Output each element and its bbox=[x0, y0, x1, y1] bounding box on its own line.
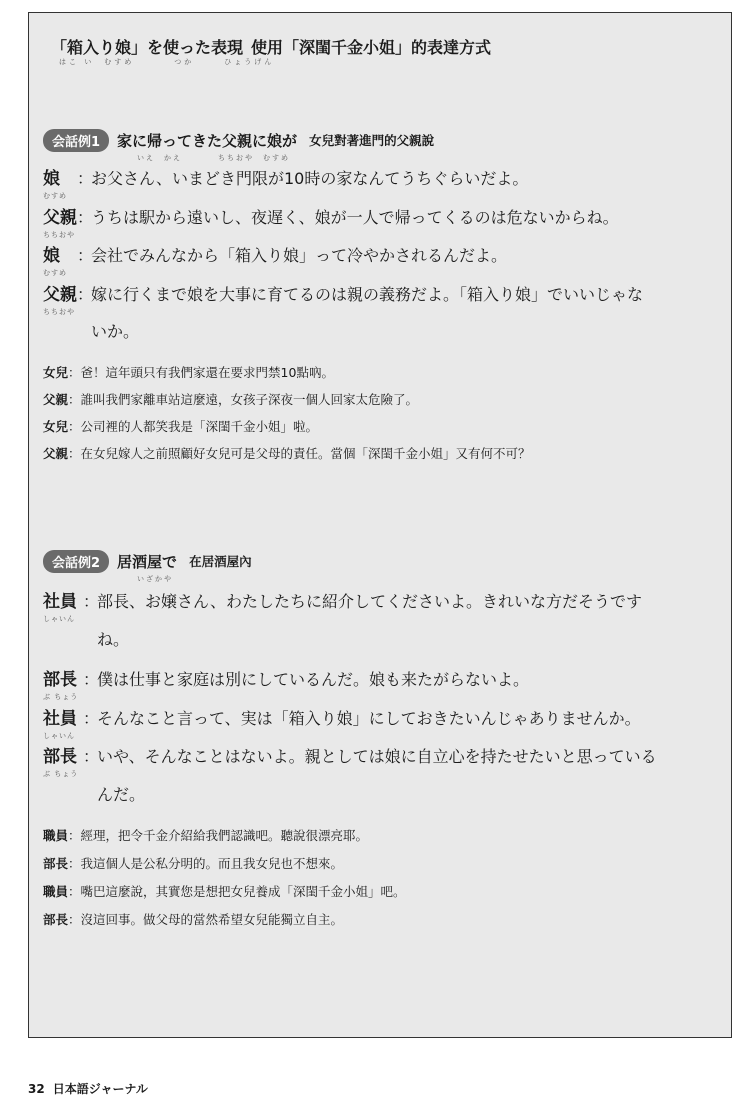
translation-text: 公司裡的人都笑我是「深閨千金小姐」啦。 bbox=[80, 419, 319, 434]
dialogue-line: 父親 ： 嫁に行くまで娘を大事に育てるのは親の義務だよ。「箱入り娘」でいいじゃな bbox=[43, 286, 723, 304]
dialogue-text: 会社でみんなから「箱入り娘」って冷やかされるんだよ。 bbox=[91, 246, 508, 265]
section1-header bbox=[43, 129, 434, 151]
translation-speaker: 部長 bbox=[43, 856, 69, 871]
speaker-ruby: ちちおや bbox=[43, 308, 75, 316]
speaker-ruby: むすめ bbox=[43, 269, 67, 277]
speaker: 娘 bbox=[43, 246, 60, 266]
section2-ruby: いざかや bbox=[137, 575, 173, 583]
section2-header bbox=[43, 550, 252, 572]
translation-line: 部長：沒這回事。做父母的當然希望女兒能獨立自主。 bbox=[43, 912, 344, 927]
dialogue-line: 父親 ： うちは駅から遠いし、夜遅く、娘が一人で帰ってくるのは危ないからね。 bbox=[43, 209, 723, 227]
translation-speaker: 父親 bbox=[43, 446, 69, 461]
translation-text: 我這個人是公私分明的。而且我女兒也不想來。 bbox=[80, 856, 344, 871]
speaker: 娘 bbox=[43, 169, 60, 189]
section2-title: 居酒屋で bbox=[117, 552, 178, 571]
speaker: 部長 bbox=[43, 670, 77, 690]
speaker-ruby: ちちおや bbox=[43, 231, 75, 239]
translation-text: 經理，把令千金介紹給我們認識吧。聽說很漂亮耶。 bbox=[80, 828, 369, 843]
dialogue-line: 娘 ： 会社でみんなから「箱入り娘」って冷やかされるんだよ。 bbox=[43, 247, 723, 265]
dialogue-text: 僕は仕事と家庭は別にしているんだ。娘も来たがらないよ。 bbox=[97, 670, 530, 689]
page-content bbox=[29, 13, 731, 1037]
page-heading bbox=[51, 35, 491, 58]
translation-line: 父親：誰叫我們家離車站這麼遠，女孩子深夜一個人回家太危險了。 bbox=[43, 392, 419, 407]
translation-speaker: 女兒 bbox=[43, 419, 69, 434]
translation-speaker: 女兒 bbox=[43, 365, 69, 380]
translation-line: 父親：在女兒嫁人之前照顧好女兒可是父母的責任。當個「深閨千金小姐」又有何不可？ bbox=[43, 446, 531, 461]
dialogue-text: そんなこと言って、実は「箱入り娘」にしておきたいんじゃありませんか。 bbox=[97, 709, 641, 728]
translation-speaker: 父親 bbox=[43, 392, 69, 407]
speaker-ruby: むすめ bbox=[43, 192, 67, 200]
dialogue-text: 嫁に行くまで娘を大事に育てるのは親の義務だよ。「箱入り娘」でいいじゃな bbox=[91, 285, 644, 304]
speaker: 部長 bbox=[43, 747, 77, 767]
section1-title-zh: 女兒對著進門的父親說 bbox=[309, 133, 435, 148]
translation-speaker: 部長 bbox=[43, 912, 69, 927]
speaker: 父親 bbox=[43, 285, 77, 305]
speaker-ruby: しゃいん bbox=[43, 615, 75, 623]
magazine-name: 日本語ジャーナル bbox=[52, 1082, 148, 1096]
translation-line: 職員：嘴巴這麼說，其實您是想把女兒養成「深閨千金小姐」吧。 bbox=[43, 884, 406, 899]
dialogue-line: 部長 ： いや、そんなことはないよ。親としては娘に自立心を持たせたいと思っている bbox=[43, 748, 723, 766]
section2-badge: 会話例2 bbox=[43, 550, 109, 573]
translation-line: 女兒：爸！這年頭只有我們家還在要求門禁10點吶。 bbox=[43, 365, 334, 380]
heading-zh: 使用「深閨千金小姐」的表達方式 bbox=[251, 38, 492, 57]
dialogue-text: お父さん、いまどき門限が10時の家なんてうちぐらいだよ。 bbox=[91, 169, 529, 188]
speaker-ruby: ぶ ちょう bbox=[43, 693, 79, 701]
translation-speaker: 職員 bbox=[43, 828, 69, 843]
speaker-ruby: しゃいん bbox=[43, 732, 75, 740]
translation-line: 女兒：公司裡的人都笑我是「深閨千金小姐」啦。 bbox=[43, 419, 319, 434]
translation-text: 嘴巴這麼說，其實您是想把女兒養成「深閨千金小姐」吧。 bbox=[80, 884, 406, 899]
dialogue-continuation: ね。 bbox=[97, 630, 130, 649]
dialogue-text: いや、そんなことはないよ。親としては娘に自立心を持たせたいと思っている bbox=[97, 747, 657, 766]
section1-ruby: いえ かえ ちちおや むすめ bbox=[137, 154, 290, 162]
speaker: 社員 bbox=[43, 709, 77, 729]
heading-ruby: はこ い むすめ つか ひょうげん bbox=[59, 58, 275, 66]
speaker: 父親 bbox=[43, 208, 77, 228]
dialogue-line: 娘 ： お父さん、いまどき門限が10時の家なんてうちぐらいだよ。 bbox=[43, 170, 723, 188]
translation-line: 職員：經理，把令千金介紹給我們認識吧。聽說很漂亮耶。 bbox=[43, 828, 369, 843]
dialogue-text: 部長、お嬢さん、わたしたちに紹介してくださいよ。きれいな方だそうです bbox=[97, 592, 642, 611]
heading-ja: 「箱入り娘」を使った表現 bbox=[51, 38, 244, 57]
translation-text: 誰叫我們家離車站這麼遠，女孩子深夜一個人回家太危險了。 bbox=[80, 392, 419, 407]
translation-speaker: 職員 bbox=[43, 884, 69, 899]
section1-badge: 会話例1 bbox=[43, 129, 109, 152]
dialogue-text: うちは駅から遠いし、夜遅く、娘が一人で帰ってくるのは危ないからね。 bbox=[91, 208, 619, 227]
speaker-ruby: ぶ ちょう bbox=[43, 770, 79, 778]
translation-text: 沒這回事。做父母的當然希望女兒能獨立自主。 bbox=[80, 912, 344, 927]
section2-title-zh: 在居酒屋內 bbox=[189, 554, 252, 569]
translation-line: 部長：我這個人是公私分明的。而且我女兒也不想來。 bbox=[43, 856, 344, 871]
page-footer bbox=[28, 1080, 148, 1097]
dialogue-line: 社員 ： そんなこと言って、実は「箱入り娘」にしておきたいんじゃありませんか。 bbox=[43, 710, 723, 728]
content-box bbox=[28, 12, 732, 1038]
translation-text: 在女兒嫁人之前照顧好女兒可是父母的責任。當個「深閨千金小姐」又有何不可？ bbox=[80, 446, 531, 461]
section1-title: 家に帰ってきた父親に娘が bbox=[117, 131, 298, 150]
dialogue-line: 社員 ： 部長、お嬢さん、わたしたちに紹介してくださいよ。きれいな方だそうです bbox=[43, 593, 723, 611]
dialogue-continuation: んだ。 bbox=[97, 785, 146, 804]
translation-text: 爸！這年頭只有我們家還在要求門禁10點吶。 bbox=[80, 365, 334, 380]
speaker: 社員 bbox=[43, 592, 77, 612]
page-number: 32 bbox=[28, 1082, 45, 1096]
dialogue-line: 部長 ： 僕は仕事と家庭は別にしているんだ。娘も来たがらないよ。 bbox=[43, 671, 723, 689]
dialogue-continuation: いか。 bbox=[91, 322, 140, 341]
